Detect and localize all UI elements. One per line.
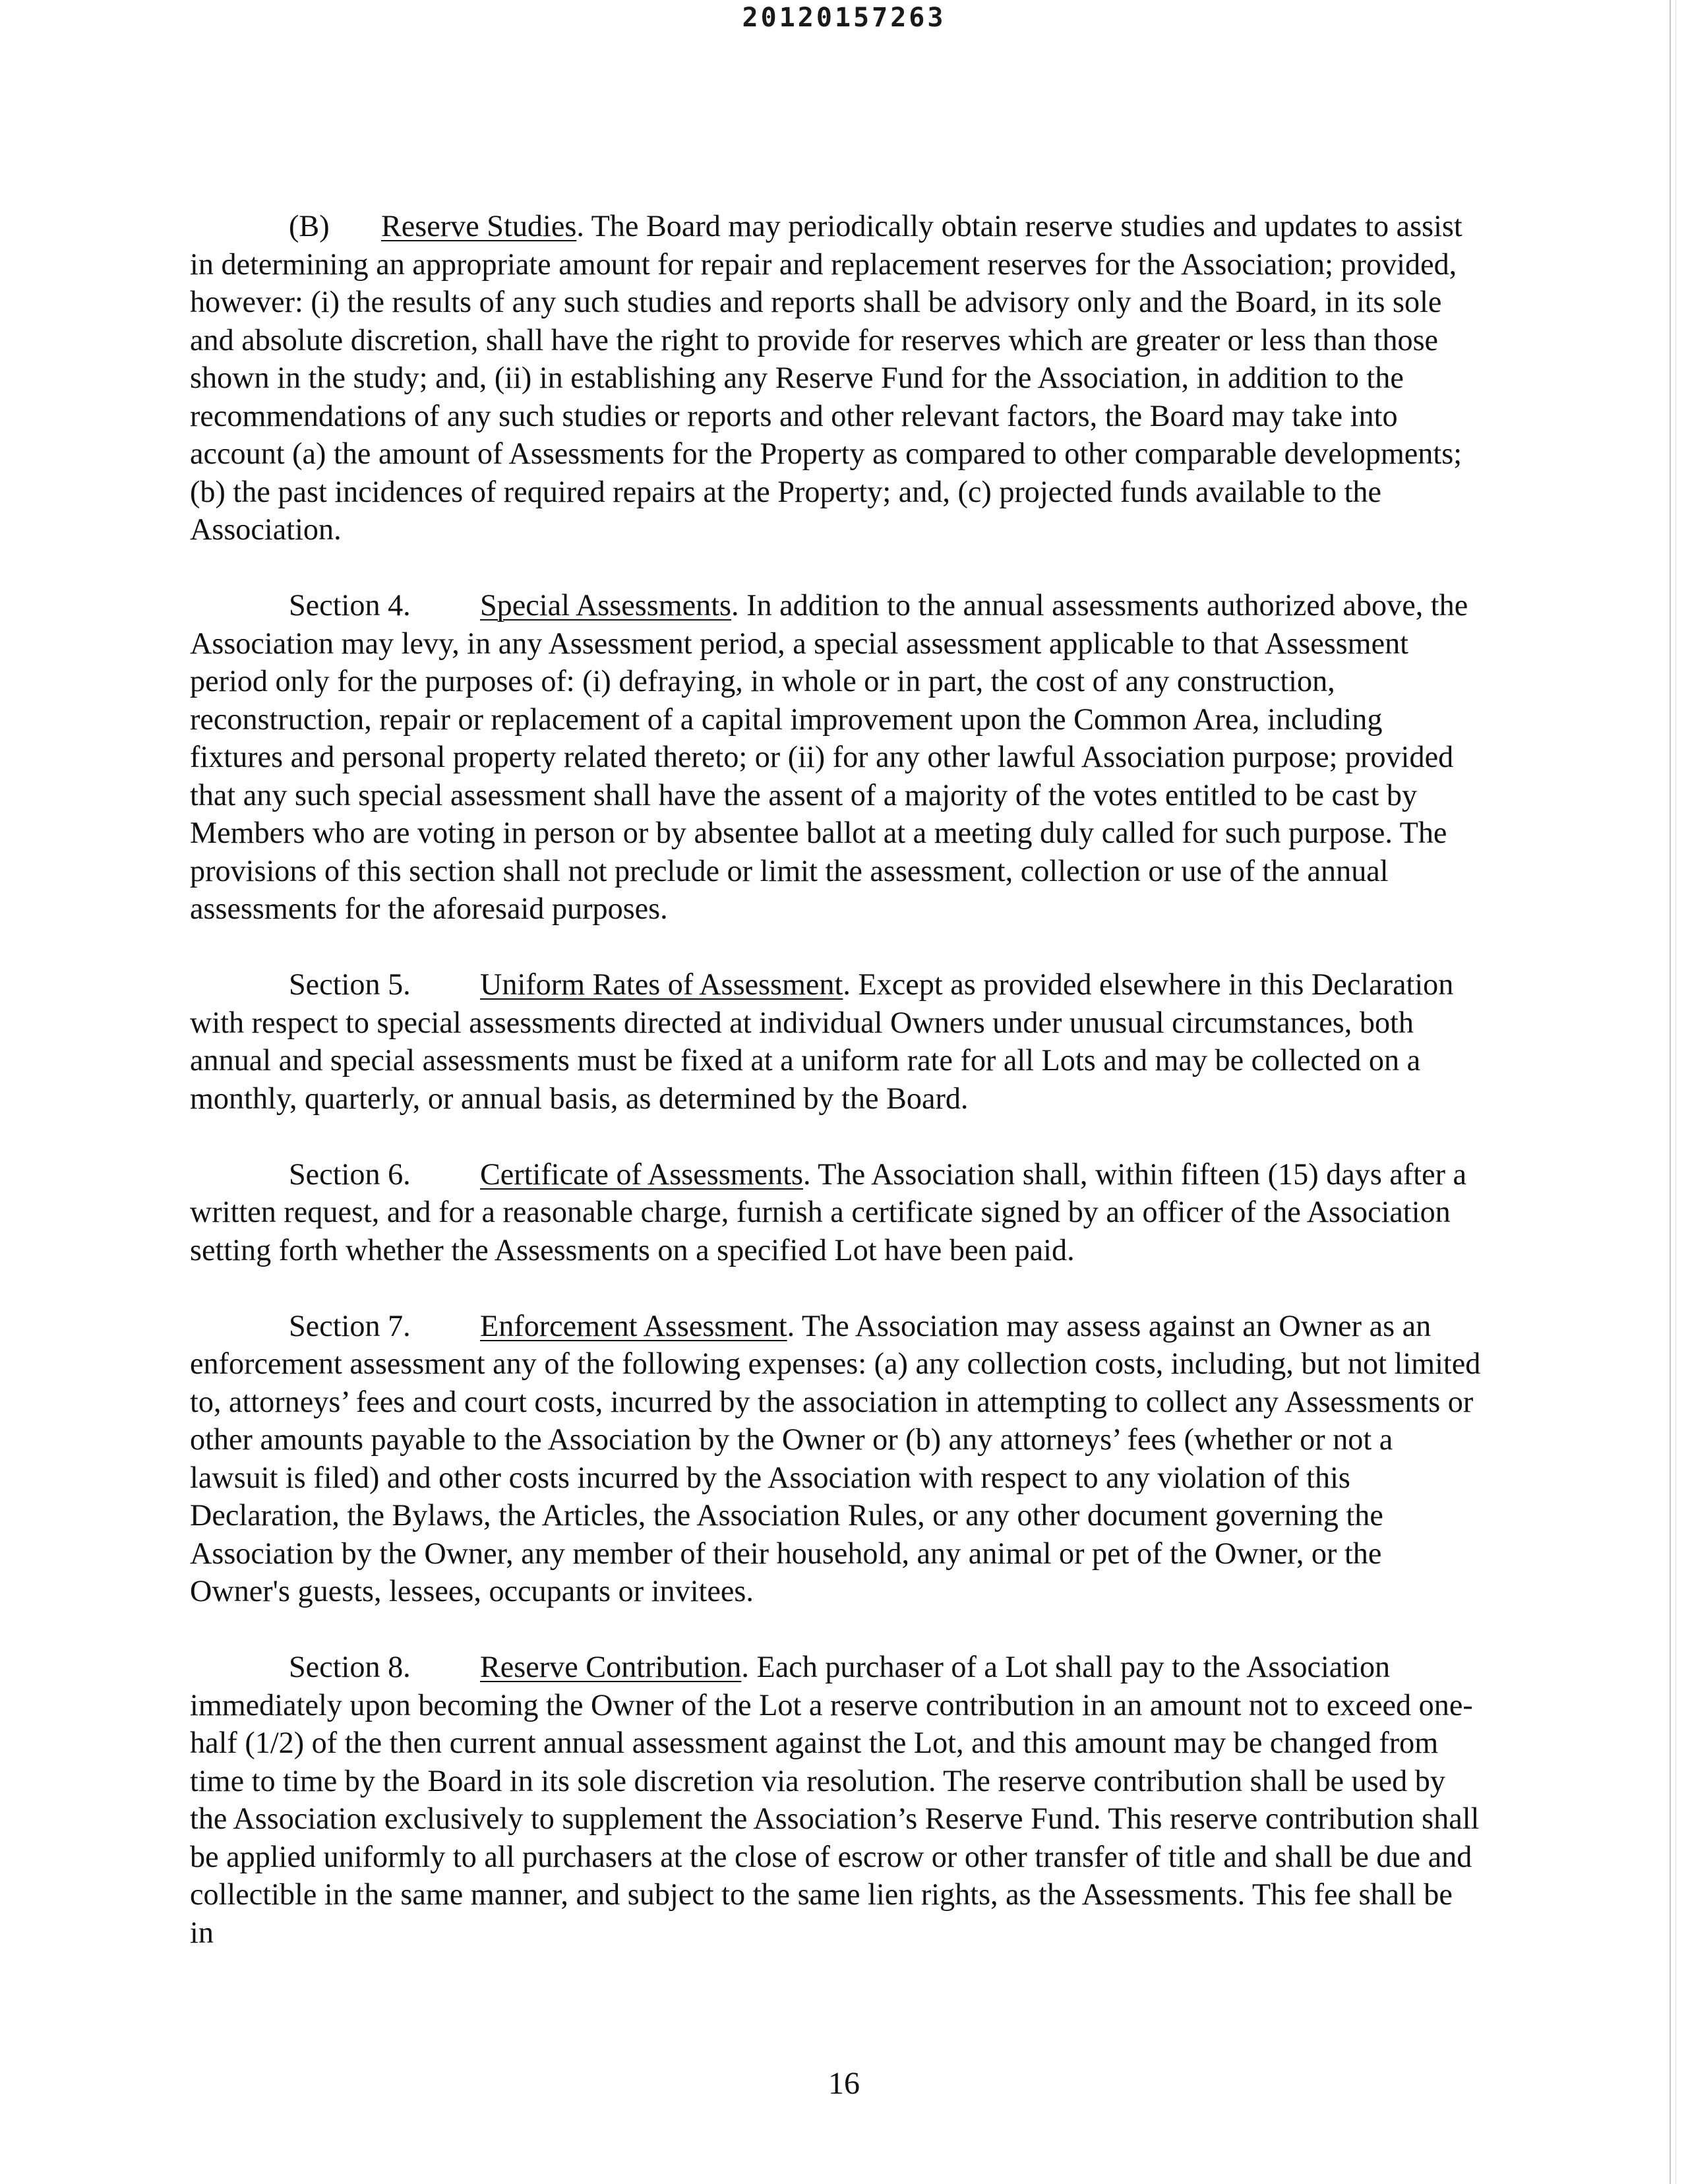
paragraph-label: Section 6.	[289, 1157, 411, 1191]
paragraph-label: (B)	[289, 209, 330, 243]
paragraph-heading: Reserve Studies	[381, 209, 577, 243]
page-number: 16	[828, 2066, 860, 2101]
paragraph-section-4	[190, 586, 1482, 928]
paragraph-section-5	[190, 965, 1482, 1117]
paragraph-label: Section 5.	[289, 967, 411, 1001]
paragraph-label: Section 7.	[289, 1308, 411, 1343]
paragraph-section-6	[190, 1155, 1482, 1269]
paragraph-text: . In addition to the annual assessments authorized above, the Association may levy, in any Assessment period, a special assessment applicable to that Assessment period only for the purposes of: (i) defraying, in whole or in part, the cost of any construction, reconstruction, repair or replacement of a capital improvement upon the Common Area, including fixtures and personal property related thereto; or (ii) for any other lawful Association purpose; provided that any such special assessment shall have the assent of a majority of the votes entitled to be cast by Members who are voting in person or by absentee ballot at a meeting duly called for such purpose. The provisions of this section shall not preclude or limit the assessment, collection or use of the annual assessments for the aforesaid purposes.	[190, 588, 1468, 925]
paragraph-heading: Special Assessments	[480, 588, 732, 622]
paragraph-section-7	[190, 1307, 1482, 1610]
scan-edge-line-secondary	[1675, 0, 1676, 2184]
paragraph-reserve-studies	[190, 207, 1482, 549]
paragraph-text: . The Association may assess against an Owner as an enforcement assessment any of the following expenses: (a) any collection costs, including, but not limited to, attorneys’ fees and court costs, incurred by the association in attempting to collect any Assessments or other amounts payable to the Association by the Owner or (b) any attorneys’ fees (whether or not a lawsuit is filed) and other costs incurred by the Association with respect to any violation of this Declaration, the Bylaws, the Articles, the Association Rules, or any other document governing the Association by the Owner, any member of their household, any animal or pet of the Owner, or the Owner's guests, lessees, occupants or invitees.	[190, 1308, 1481, 1608]
paragraph-heading: Uniform Rates of Assessment	[480, 967, 843, 1001]
paragraph-heading: Enforcement Assessment	[480, 1308, 787, 1343]
paragraph-heading: Certificate of Assessments	[480, 1157, 803, 1191]
paragraph-heading: Reserve Contribution	[480, 1650, 742, 1684]
paragraph-text: . The Board may periodically obtain reserve studies and updates to assist in determining an appropriate amount for repair and replacement reserves for the Association; provided, however: (i) the results of any such studies and reports shall be advisory only and the Board, in its sole and absolute discretion, shall have the right to provide for reserves which are greater or less than those shown in the study; and, (ii) in establishing any Reserve Fund for the Association, in addition to the recommendations of any such studies or reports and other relevant factors, the Board may take into account (a) the amount of Assessments for the Property as compared to other comparable developments; (b) the past incidences of required repairs at the Property; and, (c) projected funds available to the Association.	[190, 209, 1462, 546]
paragraph-text: . Each purchaser of a Lot shall pay to the Association immediately upon becoming the Owner of the Lot a reserve contribution in an amount not to exceed one-half (1/2) of the then current annual assessment against the Lot, and this amount may be changed from time to time by the Board in its sole discretion via resolution. The reserve contribution shall be used by the Association exclusively to supplement the Association’s Reserve Fund. This reserve contribution shall be applied uniformly to all purchasers at the close of escrow or other transfer of title and shall be due and collectible in the same manner, and subject to the same lien rights, as the Assessments. This fee shall be in	[190, 1650, 1480, 1949]
paragraph-label: Section 4.	[289, 588, 411, 622]
document-number: 20120157263	[742, 3, 946, 33]
paragraph-label: Section 8.	[289, 1650, 411, 1684]
paragraph-section-8	[190, 1648, 1482, 1951]
paragraph-text: . Except as provided elsewhere in this Declaration with respect to special assessments directed at individual Owners under unusual circumstances, both annual and special assessments must be fixed at a uniform rate for all Lots and may be collected on a monthly, quarterly, or annual basis, as determined by the Board.	[190, 967, 1454, 1115]
scan-edge-line	[1670, 0, 1671, 2184]
paragraph-text: . The Association shall, within fifteen (15) days after a written request, and for a reasonable charge, furnish a certificate signed by an officer of the Association setting forth whether the Assessments on a specified Lot have been paid.	[190, 1157, 1467, 1267]
document-body	[190, 207, 1482, 1951]
